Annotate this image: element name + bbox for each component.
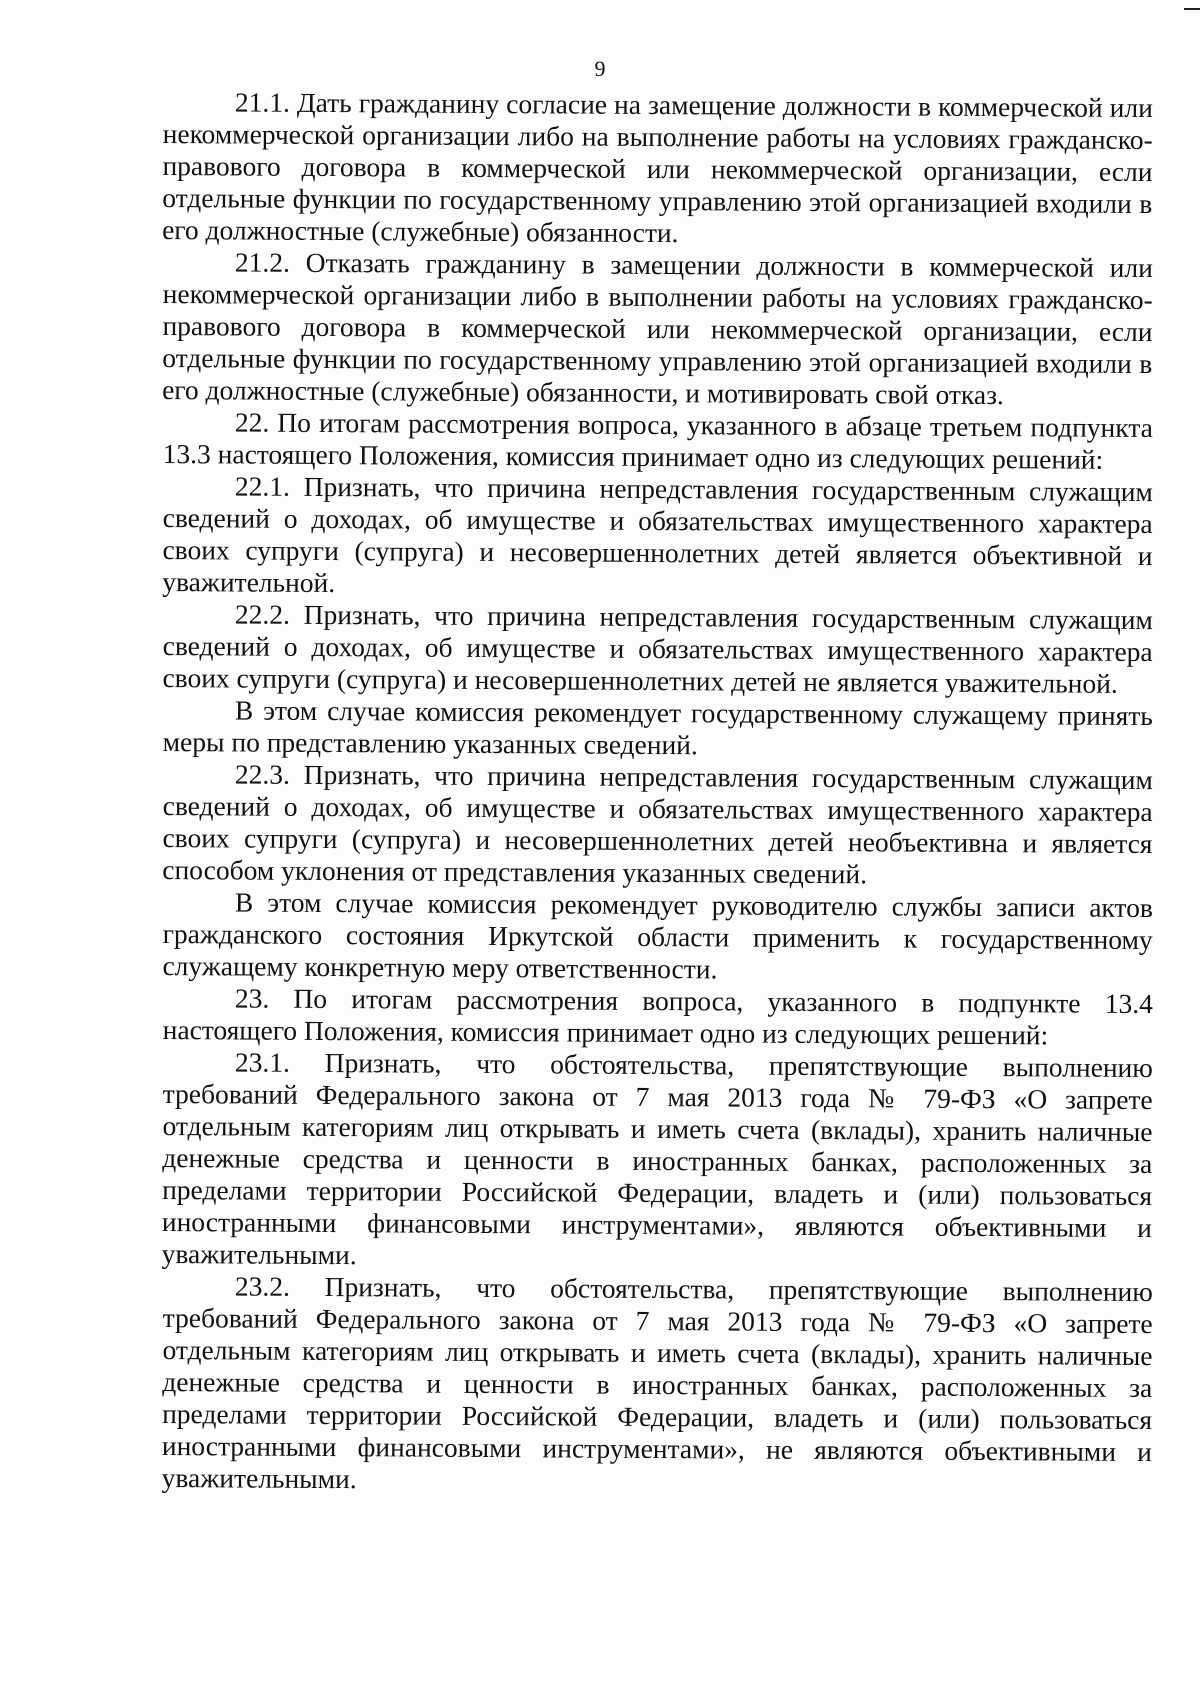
- paragraph-22-2: 22.2. Признать, что причина непредставления государственным служащим сведений о доходах, об имуществе и обязательствах имущественного характера своих супруги (супруга) и несовершеннолетних детей не является уважительной.: [162, 598, 1153, 699]
- paragraph-23: 23. По итогам рассмотрения вопроса, указанного в подпункте 13.4 настоящего Положения, комиссия принимает одно из следующих решений:: [162, 982, 1153, 1051]
- paragraph-21-1: 21.1. Дать гражданину согласие на замещение должности в коммерческой или некоммерческой организации либо на выполнение работы на условиях гражданско-правового договора в коммерческой или некоммерческой организации, если отдельные функции по государственному управлению этой организацией входили в его должностные (служебные) обязанности.: [162, 86, 1153, 249]
- page-number: 9: [594, 56, 606, 81]
- paragraph-22-3: 22.3. Признать, что причина непредставления государственным служащим сведений о доходах, об имуществе и обязательствах имущественного характера своих супруги (супруга) и несовершеннолетних детей необъективна и является способом уклонения от представления указанных сведений.: [162, 758, 1153, 890]
- paragraph-22-2-recommendation: В этом случае комиссия рекомендует государственному служащему принять меры по представлению указанных сведений.: [162, 694, 1153, 761]
- paragraph-23-1: 23.1. Признать, что обстоятельства, препятствующие выполнению требований Федерального закона от 7 мая 2013 года № 79-ФЗ «О запрете отдельным категориям лиц открывать и иметь счета (вклады), хранить наличные денежные средства и ценности в иностранных банках, расположенных за пределами территории Российской Федерации, владеть и (или) пользоваться иностранными финансовыми инструментами», являются объективными и уважительными.: [161, 1046, 1153, 1271]
- document-body: [163, 86, 1153, 1494]
- paragraph-22: 22. По итогам рассмотрения вопроса, указанного в абзаце третьем подпункта 13.3 настоящего Положения, комиссия принимает одно из следующих решений:: [162, 406, 1153, 475]
- paragraph-22-3-recommendation: В этом случае комиссия рекомендует руководителю службы записи актов гражданского состояния Иркутской области применить к государственному служащему конкретную меру ответственности.: [162, 886, 1153, 985]
- paragraph-21-2: 21.2. Отказать гражданину в замещении должности в коммерческой или некоммерческой организации либо в выполнении работы на условиях гражданско-правового договора в коммерческой или некоммерческой организации, если отдельные функции по государственному управлению этой организацией входили в его должностные (служебные) обязанности, и мотивировать свой отказ.: [162, 246, 1153, 411]
- paragraph-22-1: 22.1. Признать, что причина непредставления государственным служащим сведений о доходах, об имуществе и обязательствах имущественного характера своих супруги (супруга) и несовершеннолетних детей является объективной и уважительной.: [162, 470, 1153, 599]
- scan-edge-mark: [1184, 8, 1200, 10]
- paragraph-23-2: 23.2. Признать, что обстоятельства, препятствующие выполнению требований Федерального закона от 7 мая 2013 года № 79-ФЗ «О запрете отдельным категориям лиц открывать и иметь счета (вклады), хранить наличные денежные средства и ценности в иностранных банках, расположенных за пределами территории Российской Федерации, владеть и (или) пользоваться иностранными финансовыми инструментами», не являются объективными и уважительными.: [161, 1270, 1153, 1495]
